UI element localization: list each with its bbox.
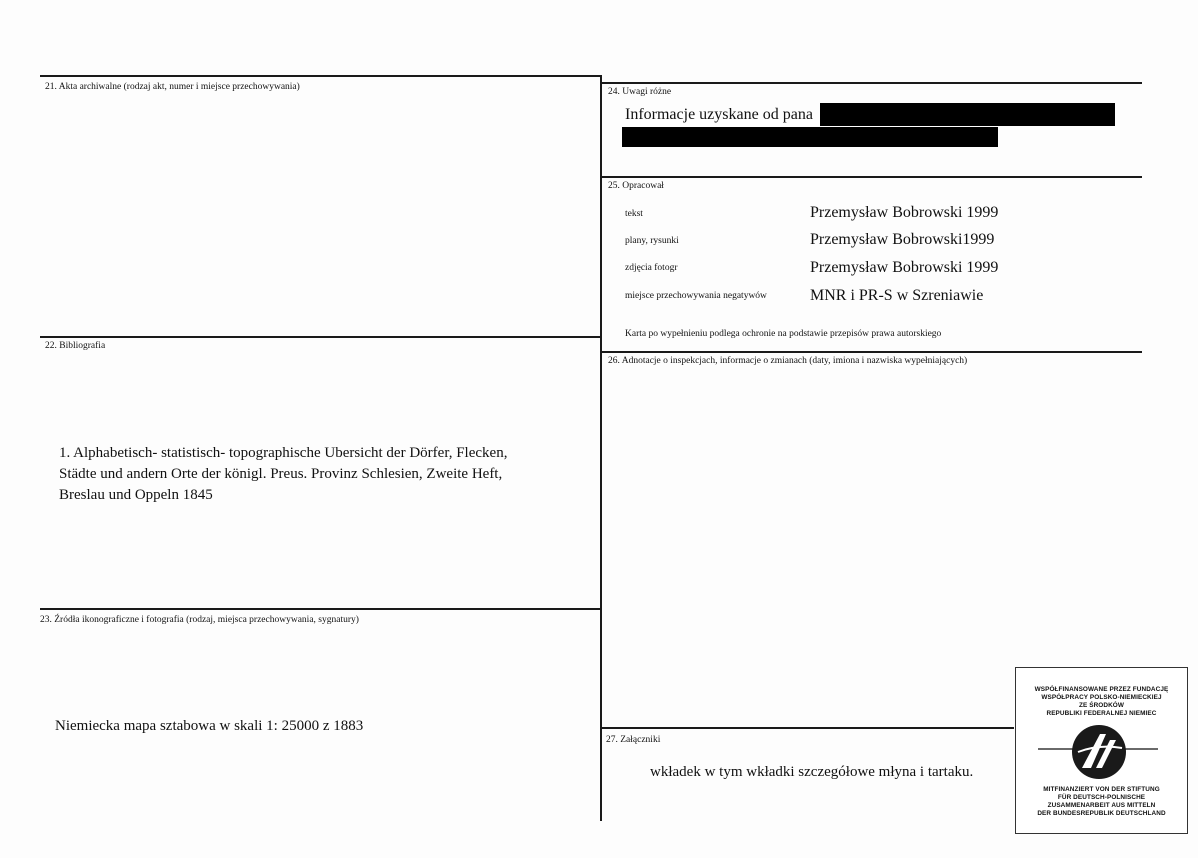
author-row-value: Przemysław Bobrowski 1999 <box>810 259 999 276</box>
divider-25 <box>602 176 1142 178</box>
author-row-value: MNR i PR-S w Szreniawie <box>810 287 984 304</box>
bibliography-line-2: Städte und andern Orte der königl. Preus. Provinz Schlesien, Zweite Heft, <box>59 466 503 482</box>
bibliography-entry <box>59 443 589 506</box>
section-22-label: 22. Bibliografia <box>45 341 106 351</box>
section-23-label: 23. Źródła ikonograficzne i fotografia (rodzaj, miejsca przechowywania, sygnatury) <box>40 615 359 625</box>
divider-22 <box>40 336 602 338</box>
author-row-key: plany, rysunki <box>625 236 679 246</box>
section-24-label: 24. Uwagi różne <box>608 87 672 97</box>
author-row-key: miejsce przechowywania negatywów <box>625 291 767 301</box>
copyright-note: Karta po wypełnieniu podlega ochronie na podstawie przepisów prawa autorskiego <box>625 329 942 339</box>
divider-27 <box>602 727 1014 729</box>
divider-top-right <box>602 82 1142 84</box>
bibliography-line-3: Breslau und Oppeln 1845 <box>59 487 213 503</box>
bibliography-line-1: 1. Alphabetisch- statistisch- topographische Ubersicht der Dörfer, Flecken, <box>59 445 508 461</box>
author-row-key: tekst <box>625 209 643 219</box>
iconographic-source-entry: Niemiecka mapa sztabowa w skali 1: 25000 z 1883 <box>55 718 364 734</box>
section-27-label: 27. Załączniki <box>606 735 661 745</box>
cofinancing-logo <box>1015 667 1188 834</box>
foundation-emblem-icon <box>1016 724 1187 784</box>
logo-top-text: WSPÓŁFINANSOWANE PRZEZ FUNDACJĘ WSPÓŁPRACY POLSKO-NIEMIECKIEJ ZE ŚRODKÓW REPUBLIKI FEDERALNEJ NIEMIEC <box>1034 686 1169 717</box>
logo-bottom-text: MITFINANZIERT VON DER STIFTUNG FÜR DEUTSCH-POLNISCHE ZUSAMMENARBEIT AUS MITTELN DER BUNDESREPUBLIK DEUTSCHLAND <box>1037 786 1166 817</box>
divider-26 <box>602 351 1142 353</box>
author-row-key: zdjęcia fotogr <box>625 263 678 273</box>
divider-center <box>600 75 602 821</box>
remarks-text: Informacje uzyskane od pana <box>625 106 813 123</box>
divider-23 <box>40 608 602 610</box>
author-row-value: Przemysław Bobrowski 1999 <box>810 204 999 221</box>
divider-top-left <box>40 75 602 77</box>
attachments-text: wkładek w tym wkładki szczegółowe młyna i tartaku. <box>650 764 974 780</box>
author-row-value: Przemysław Bobrowski1999 <box>810 231 995 248</box>
section-21-label: 21. Akta archiwalne (rodzaj akt, numer i miejsce przechowywania) <box>45 82 300 92</box>
redaction-bar-1 <box>820 103 1115 126</box>
redaction-bar-2 <box>622 127 998 147</box>
section-25-label: 25. Opracował <box>608 181 664 191</box>
section-26-label: 26. Adnotacje o inspekcjach, informacje o zmianach (daty, imiona i nazwiska wypełniających) <box>608 356 968 366</box>
